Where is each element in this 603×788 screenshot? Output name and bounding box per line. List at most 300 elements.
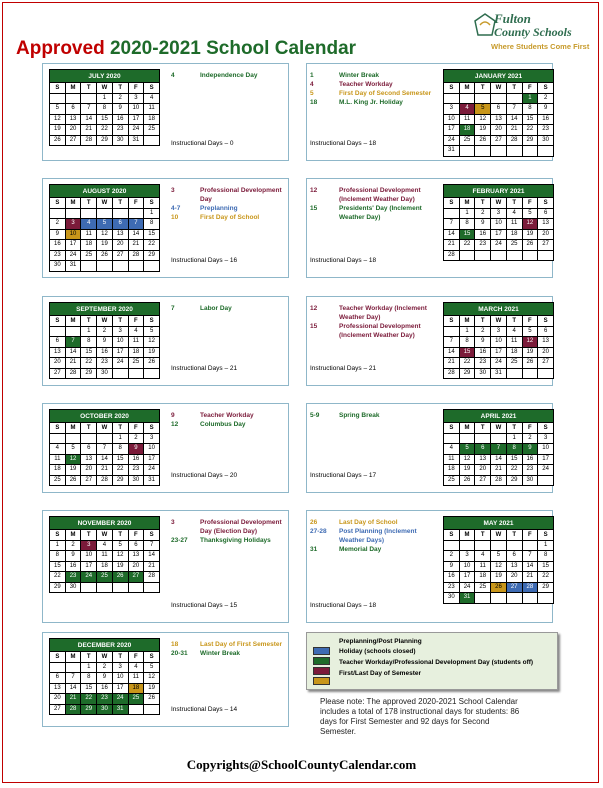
- day-cell: 1: [50, 540, 66, 551]
- weekday-header: W: [97, 83, 113, 94]
- event-title: First Day of School: [200, 214, 260, 221]
- legend-swatch-blue: [313, 647, 330, 655]
- weekday-header: M: [459, 316, 475, 327]
- day-cell: 28: [506, 135, 522, 146]
- day-cell: 4: [475, 551, 491, 562]
- day-cell: 10: [144, 444, 160, 455]
- day-cell: 17: [112, 683, 128, 694]
- event-item: [171, 420, 286, 429]
- day-cell: 11: [444, 454, 460, 465]
- day-cell: 20: [112, 240, 128, 251]
- day-cell: 30: [444, 593, 460, 604]
- event-item: [171, 204, 286, 213]
- empty-cell: [522, 540, 538, 551]
- day-cell: 2: [475, 208, 491, 219]
- day-cell: 5: [459, 444, 475, 455]
- month-name: JULY 2020: [50, 70, 160, 83]
- day-cell: 24: [459, 582, 475, 593]
- month-name: DECEMBER 2020: [50, 639, 160, 652]
- day-cell: 14: [491, 454, 507, 465]
- day-cell: 29: [97, 135, 113, 146]
- week-row: [444, 347, 554, 358]
- day-cell: 1: [81, 326, 97, 337]
- month-events: [171, 518, 286, 545]
- day-cell: 29: [538, 582, 554, 593]
- day-cell: 16: [112, 114, 128, 125]
- week-row: [50, 662, 160, 673]
- month-calendar: [49, 302, 160, 379]
- week-row: [444, 561, 554, 572]
- day-cell: 15: [81, 683, 97, 694]
- month-calendar: [443, 409, 554, 486]
- weekday-header: T: [475, 530, 491, 541]
- day-cell: 9: [97, 673, 113, 684]
- day-cell: 5: [112, 540, 128, 551]
- day-cell: 1: [144, 208, 160, 219]
- month-calendar: [443, 516, 554, 604]
- event-title: Winter Break: [339, 72, 380, 79]
- day-cell: 29: [112, 475, 128, 486]
- weekday-header: W: [97, 530, 113, 541]
- day-cell: 30: [522, 475, 538, 486]
- day-cell: 17: [491, 229, 507, 240]
- instructional-days: Instructional Days – 14: [171, 706, 238, 713]
- day-cell: 28: [81, 135, 97, 146]
- day-cell: 19: [65, 465, 81, 476]
- empty-cell: [97, 261, 113, 272]
- day-cell: 21: [506, 125, 522, 136]
- day-cell: 14: [128, 229, 144, 240]
- day-cell: 17: [81, 561, 97, 572]
- weekday-header: S: [50, 316, 66, 327]
- weekday-header: M: [65, 198, 81, 209]
- month-calendar: [49, 516, 160, 593]
- day-cell: 6: [65, 104, 81, 115]
- event-date: 31: [310, 546, 318, 553]
- weekday-header: S: [50, 652, 66, 663]
- day-cell: 22: [112, 465, 128, 476]
- week-row: [50, 465, 160, 476]
- event-date: 7: [171, 305, 175, 312]
- day-cell: 21: [444, 240, 460, 251]
- title-approved: Approved: [16, 38, 105, 59]
- weekday-header: W: [97, 423, 113, 434]
- day-cell: 22: [97, 125, 113, 136]
- month-calendar: [49, 638, 160, 715]
- weekday-header: W: [97, 652, 113, 663]
- day-cell: 10: [538, 444, 554, 455]
- day-cell: 5: [475, 104, 491, 115]
- day-cell: 14: [144, 551, 160, 562]
- day-cell: 30: [50, 261, 66, 272]
- week-row: [50, 475, 160, 486]
- day-cell: 8: [50, 551, 66, 562]
- empty-cell: [459, 93, 475, 104]
- day-cell: 20: [538, 347, 554, 358]
- day-cell: 28: [144, 572, 160, 583]
- instructional-days: Instructional Days – 18: [310, 140, 377, 147]
- event-date: 23-27: [171, 537, 188, 544]
- day-cell: 29: [81, 368, 97, 379]
- weekday-header: W: [491, 83, 507, 94]
- day-cell: 3: [491, 326, 507, 337]
- day-cell: 3: [112, 326, 128, 337]
- weekday-header: T: [475, 423, 491, 434]
- day-cell: 12: [459, 454, 475, 465]
- day-cell: 2: [128, 433, 144, 444]
- day-cell: 21: [65, 694, 81, 705]
- event-date: 18: [310, 99, 318, 106]
- day-cell: 17: [112, 347, 128, 358]
- month-calendar: [49, 69, 160, 146]
- day-cell: 19: [97, 240, 113, 251]
- day-cell: 18: [506, 347, 522, 358]
- day-cell: 24: [491, 240, 507, 251]
- day-cell: 15: [81, 347, 97, 358]
- event-date: 15: [310, 323, 318, 330]
- event-item: [171, 304, 286, 313]
- day-cell: 28: [444, 250, 460, 261]
- weekday-header: M: [459, 198, 475, 209]
- page-title: [16, 38, 356, 60]
- week-row: [444, 465, 554, 476]
- day-cell: 10: [491, 337, 507, 348]
- day-cell: 21: [128, 240, 144, 251]
- day-cell: 24: [65, 250, 81, 261]
- week-row: [444, 551, 554, 562]
- day-cell: 25: [506, 358, 522, 369]
- day-cell: 20: [81, 465, 97, 476]
- day-cell: 19: [522, 347, 538, 358]
- empty-cell: [50, 326, 66, 337]
- event-title: Labor Day: [200, 305, 232, 312]
- event-date: 10: [171, 214, 179, 221]
- event-item: [171, 640, 286, 649]
- day-cell: 13: [50, 347, 66, 358]
- weekday-header: S: [538, 83, 554, 94]
- event-title: Professional Development Day (Election Day): [200, 519, 282, 535]
- instructional-days: Instructional Days – 20: [171, 472, 238, 479]
- empty-cell: [459, 146, 475, 157]
- week-row: [444, 240, 554, 251]
- instructional-days: Instructional Days – 18: [310, 602, 377, 609]
- day-cell: 23: [97, 358, 113, 369]
- day-cell: 26: [491, 582, 507, 593]
- weekday-header: S: [444, 530, 460, 541]
- week-row: [444, 582, 554, 593]
- day-cell: 3: [81, 540, 97, 551]
- empty-cell: [97, 208, 113, 219]
- event-date: 5-9: [310, 412, 320, 419]
- day-cell: 10: [65, 229, 81, 240]
- weekday-header: F: [128, 83, 144, 94]
- day-cell: 31: [144, 475, 160, 486]
- day-cell: 16: [128, 454, 144, 465]
- event-item: [310, 186, 438, 204]
- day-cell: 22: [81, 358, 97, 369]
- legend: [306, 632, 558, 690]
- day-cell: 24: [81, 572, 97, 583]
- week-row: [50, 125, 160, 136]
- day-cell: 13: [128, 551, 144, 562]
- day-cell: 1: [522, 93, 538, 104]
- week-row: [50, 104, 160, 115]
- copyright-footer: Copyrights@SchoolCountyCalendar.com: [186, 757, 417, 772]
- day-cell: 4: [459, 104, 475, 115]
- month-calendar: [49, 184, 160, 272]
- day-cell: 15: [50, 561, 66, 572]
- day-cell: 19: [144, 683, 160, 694]
- month-calendar: [49, 409, 160, 486]
- weekday-header: W: [491, 423, 507, 434]
- day-cell: 30: [538, 135, 554, 146]
- empty-cell: [444, 326, 460, 337]
- weekday-header: F: [522, 198, 538, 209]
- day-cell: 22: [81, 694, 97, 705]
- day-cell: 7: [65, 673, 81, 684]
- empty-cell: [444, 93, 460, 104]
- weekday-header: W: [97, 316, 113, 327]
- week-row: [444, 250, 554, 261]
- day-cell: 5: [144, 326, 160, 337]
- day-cell: 30: [65, 582, 81, 593]
- day-cell: 22: [144, 240, 160, 251]
- empty-cell: [97, 433, 113, 444]
- week-row: [444, 368, 554, 379]
- day-cell: 26: [65, 475, 81, 486]
- day-cell: 11: [50, 454, 66, 465]
- event-item: [310, 545, 438, 554]
- day-cell: 18: [475, 572, 491, 583]
- empty-cell: [459, 250, 475, 261]
- event-item: [310, 204, 438, 222]
- day-cell: 17: [491, 347, 507, 358]
- week-row: [444, 337, 554, 348]
- week-row: [50, 582, 160, 593]
- day-cell: 15: [506, 454, 522, 465]
- day-cell: 25: [128, 694, 144, 705]
- day-cell: 9: [112, 104, 128, 115]
- day-cell: 3: [144, 433, 160, 444]
- day-cell: 12: [65, 454, 81, 465]
- day-cell: 30: [112, 135, 128, 146]
- day-cell: 2: [50, 219, 66, 230]
- day-cell: 26: [459, 475, 475, 486]
- month-events: [171, 304, 286, 313]
- instructional-days: Instructional Days – 0: [171, 140, 234, 147]
- week-row: [50, 454, 160, 465]
- logo-tagline: Where Students Come First: [491, 42, 590, 51]
- empty-cell: [128, 261, 144, 272]
- legend-swatch-gold: [313, 677, 330, 685]
- day-cell: 8: [81, 673, 97, 684]
- month-calendar: [443, 184, 554, 261]
- day-cell: 16: [538, 114, 554, 125]
- day-cell: 28: [522, 582, 538, 593]
- day-cell: 18: [97, 561, 113, 572]
- day-cell: 22: [50, 572, 66, 583]
- day-cell: 21: [522, 572, 538, 583]
- day-cell: 13: [81, 454, 97, 465]
- day-cell: 31: [112, 704, 128, 715]
- weekday-header: M: [65, 530, 81, 541]
- empty-cell: [81, 208, 97, 219]
- empty-cell: [522, 593, 538, 604]
- day-cell: 4: [128, 326, 144, 337]
- day-cell: 26: [475, 135, 491, 146]
- month-panel-may-2021: [306, 510, 553, 623]
- day-cell: 20: [475, 465, 491, 476]
- day-cell: 7: [444, 219, 460, 230]
- day-cell: 8: [112, 444, 128, 455]
- day-cell: 6: [538, 326, 554, 337]
- week-row: [50, 572, 160, 583]
- month-name: MARCH 2021: [444, 303, 554, 316]
- day-cell: 18: [459, 125, 475, 136]
- month-events: [310, 518, 438, 554]
- day-cell: 27: [112, 250, 128, 261]
- empty-cell: [81, 261, 97, 272]
- weekday-header: T: [81, 316, 97, 327]
- day-cell: 28: [491, 475, 507, 486]
- day-cell: 26: [97, 250, 113, 261]
- day-cell: 28: [444, 368, 460, 379]
- month-panel-january-2021: [306, 63, 553, 161]
- day-cell: 27: [538, 240, 554, 251]
- day-cell: 6: [50, 673, 66, 684]
- day-cell: 6: [112, 219, 128, 230]
- title-rest: 2020-2021 School Calendar: [109, 38, 357, 59]
- day-cell: 1: [112, 433, 128, 444]
- weekday-header: S: [144, 198, 160, 209]
- event-item: [310, 322, 438, 340]
- empty-cell: [65, 326, 81, 337]
- weekday-header: S: [144, 652, 160, 663]
- weekday-header: F: [522, 530, 538, 541]
- instructional-days: Instructional Days – 21: [310, 365, 377, 372]
- empty-cell: [491, 593, 507, 604]
- event-item: [171, 186, 286, 204]
- day-cell: 24: [112, 694, 128, 705]
- weekday-header: S: [444, 316, 460, 327]
- day-cell: 6: [491, 104, 507, 115]
- event-title: Professional Development Day: [200, 187, 282, 203]
- empty-cell: [81, 93, 97, 104]
- day-cell: 5: [522, 208, 538, 219]
- week-row: [50, 540, 160, 551]
- empty-cell: [444, 208, 460, 219]
- week-row: [444, 208, 554, 219]
- empty-cell: [50, 93, 66, 104]
- event-item: [171, 536, 286, 545]
- day-cell: 3: [112, 662, 128, 673]
- event-title: Preplanning: [200, 205, 238, 212]
- day-cell: 26: [144, 358, 160, 369]
- weekday-header: M: [65, 316, 81, 327]
- empty-cell: [538, 250, 554, 261]
- legend-label-workday: Teacher Workday/Professional Development Day (students off): [339, 659, 534, 666]
- day-cell: 29: [522, 135, 538, 146]
- day-cell: 31: [444, 146, 460, 157]
- day-cell: 4: [506, 208, 522, 219]
- event-date: 27-28: [310, 528, 327, 535]
- empty-cell: [128, 582, 144, 593]
- logo-line2: County Schools: [494, 25, 572, 39]
- empty-cell: [538, 475, 554, 486]
- day-cell: 16: [475, 229, 491, 240]
- week-row: [444, 326, 554, 337]
- event-item: [310, 518, 438, 527]
- weekday-header: M: [459, 530, 475, 541]
- day-cell: 1: [459, 326, 475, 337]
- empty-cell: [475, 433, 491, 444]
- empty-cell: [475, 540, 491, 551]
- day-cell: 14: [81, 114, 97, 125]
- month-name: OCTOBER 2020: [50, 410, 160, 423]
- day-cell: 1: [97, 93, 113, 104]
- weekday-header: T: [475, 198, 491, 209]
- month-panel-november-2020: [42, 510, 289, 623]
- month-panel-april-2021: [306, 403, 553, 493]
- month-name: APRIL 2021: [444, 410, 554, 423]
- day-cell: 2: [112, 93, 128, 104]
- event-title: Columbus Day: [200, 421, 246, 428]
- day-cell: 21: [97, 465, 113, 476]
- event-date: 4-7: [171, 205, 181, 212]
- week-row: [444, 229, 554, 240]
- day-cell: 17: [128, 114, 144, 125]
- day-cell: 17: [144, 454, 160, 465]
- empty-cell: [522, 368, 538, 379]
- instructional-days: Instructional Days – 16: [171, 257, 238, 264]
- day-cell: 7: [506, 104, 522, 115]
- day-cell: 3: [491, 208, 507, 219]
- day-cell: 6: [128, 540, 144, 551]
- event-title: Presidents' Day (Inclement Weather Day): [339, 205, 422, 221]
- empty-cell: [538, 146, 554, 157]
- day-cell: 18: [444, 465, 460, 476]
- empty-cell: [491, 433, 507, 444]
- empty-cell: [506, 146, 522, 157]
- empty-cell: [475, 593, 491, 604]
- day-cell: 22: [506, 465, 522, 476]
- weekday-header: W: [97, 198, 113, 209]
- day-cell: 13: [538, 337, 554, 348]
- event-date: 1: [310, 72, 314, 79]
- weekday-header: T: [112, 652, 128, 663]
- day-cell: 12: [522, 337, 538, 348]
- day-cell: 5: [144, 662, 160, 673]
- week-row: [444, 593, 554, 604]
- weekday-header: F: [128, 530, 144, 541]
- day-cell: 12: [112, 551, 128, 562]
- event-title: Teacher Workday: [339, 81, 393, 88]
- day-cell: 11: [506, 337, 522, 348]
- day-cell: 27: [65, 135, 81, 146]
- day-cell: 11: [81, 229, 97, 240]
- week-row: [444, 125, 554, 136]
- day-cell: 7: [444, 337, 460, 348]
- day-cell: 10: [112, 337, 128, 348]
- day-cell: 18: [128, 347, 144, 358]
- month-events: [310, 71, 438, 107]
- day-cell: 30: [97, 368, 113, 379]
- day-cell: 17: [65, 240, 81, 251]
- day-cell: 12: [522, 219, 538, 230]
- event-date: 12: [310, 305, 318, 312]
- empty-cell: [50, 208, 66, 219]
- day-cell: 14: [522, 561, 538, 572]
